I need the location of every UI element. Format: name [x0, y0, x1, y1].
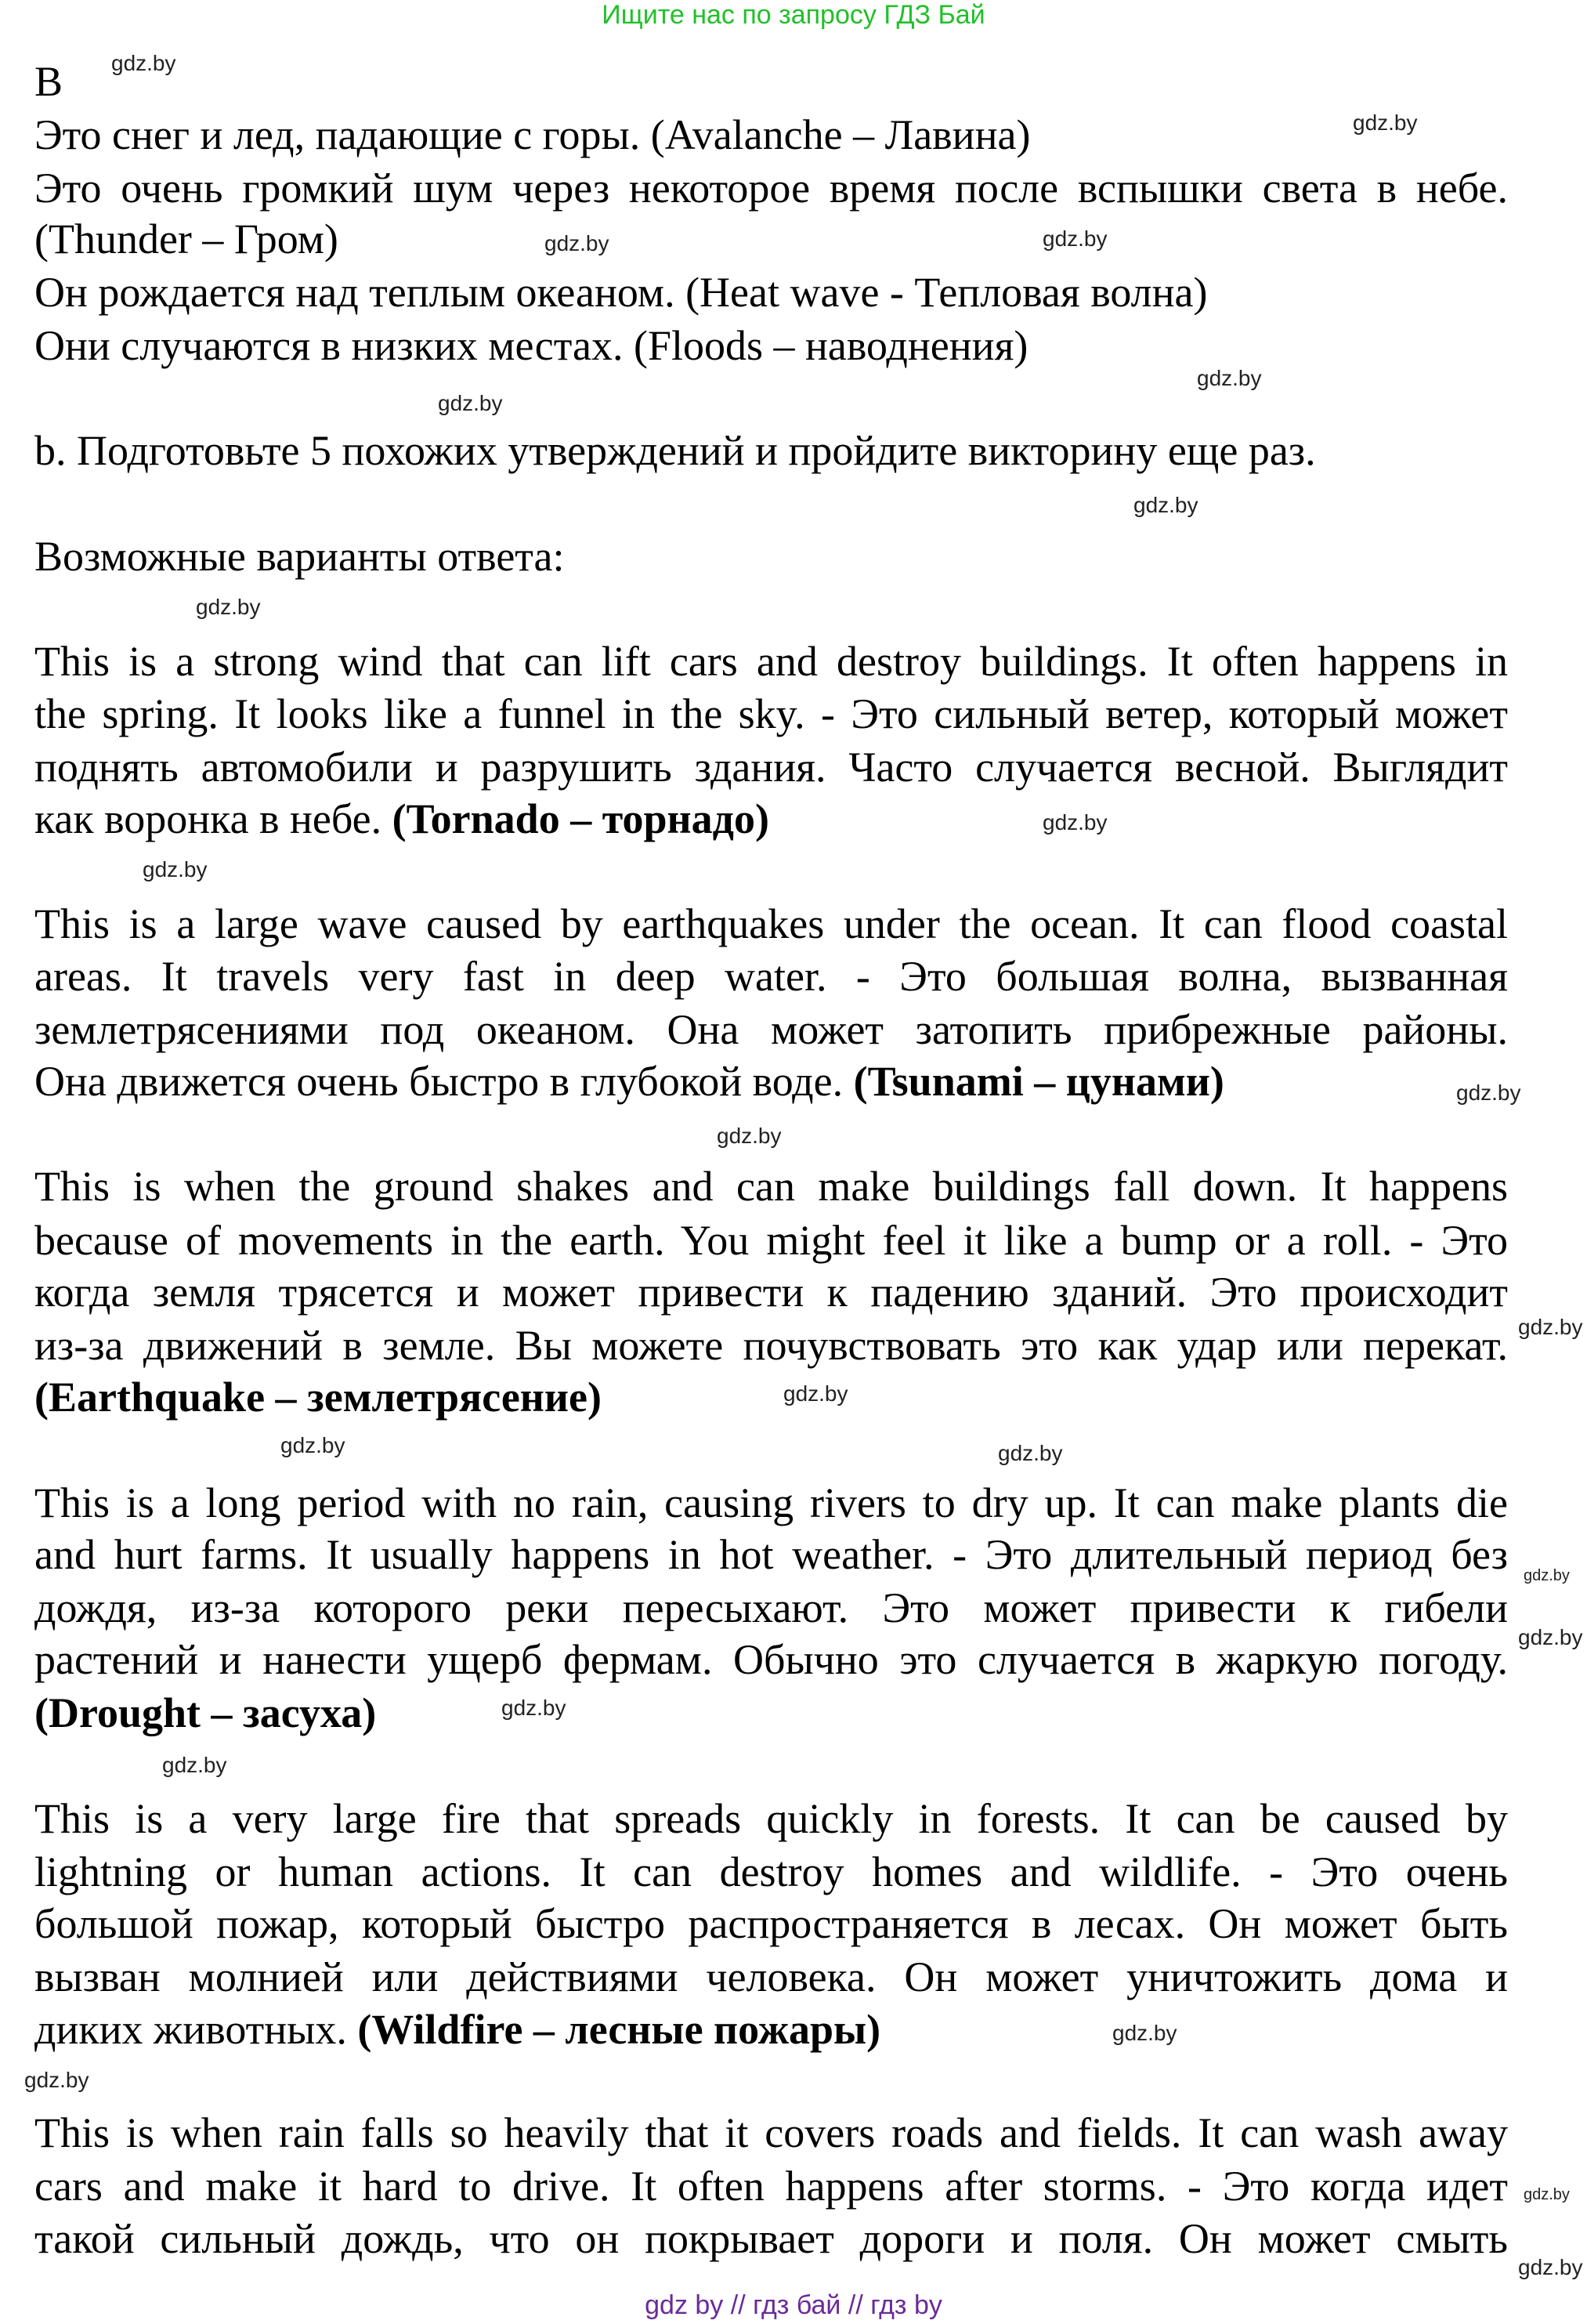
line-text: This is when rain falls so heavily that it covers roads and fields. It can wash away [34, 2109, 1508, 2156]
text-line [34, 1055, 1224, 1108]
watermark: gdz.by [544, 231, 609, 255]
watermark: gdz.by [1043, 226, 1108, 251]
watermark: gdz.by [438, 391, 503, 415]
answer-term: (Earthquake – землетрясение) [34, 1374, 602, 1421]
watermark: gdz.by [1043, 810, 1108, 834]
answers-heading: Возможные варианты ответа: [34, 533, 565, 580]
answer-term: (Tornado – торнадо) [392, 795, 769, 842]
line-text: такой сильный дождь, что он покрывает дороги и поля. Он может смыть [34, 2215, 1508, 2262]
line-text: растений и нанести ущерб фермам. Обычно это случается в жаркую погоду. [34, 1636, 1508, 1683]
watermark: gdz.by [1353, 110, 1418, 135]
text-line [34, 897, 1508, 950]
text-line: Он рождается над теплым океаном. (Heat wave - Тепловая волна) [34, 269, 1208, 316]
text-line [34, 1370, 602, 1424]
text-line [34, 635, 1508, 688]
watermark: gdz.by [783, 1381, 848, 1406]
watermark: gdz.by [1197, 366, 1262, 390]
watermark: gdz.by [111, 51, 176, 75]
text-line [34, 792, 769, 845]
watermark: gdz.by [143, 857, 208, 881]
line-text: дождя, из-за которого реки пересыхают. Это может привести к гибели [34, 1584, 1508, 1631]
text-line: (Thunder – Гром) [34, 215, 338, 262]
text-line: Они случаются в низких местах. (Floods – наводнения) [34, 322, 1028, 369]
line-text: the spring. It looks like a funnel in the sky. - Это сильный ветер, который может [34, 690, 1508, 737]
watermark: gdz.by [1524, 2186, 1570, 2203]
line-text: как воронка в небе. [34, 795, 392, 842]
watermark: gdz.by [1524, 1567, 1570, 1584]
watermark: gdz.by [1518, 2255, 1583, 2279]
line-text: This is a large wave caused by earthquakes under the ocean. It can flood coastal [34, 900, 1508, 947]
watermark: gdz.by [1133, 493, 1198, 517]
answer-term: (Wildfire – лесные пожары) [357, 2006, 881, 2053]
text-line [34, 950, 1508, 1003]
line-text: This is a long period with no rain, causing rivers to dry up. It can make plants die [34, 1479, 1508, 1526]
footer-links[interactable]: gdz by // гдз бай // гдз by [645, 2290, 942, 2320]
line-text: This is a strong wind that can lift cars and destroy buildings. It often happens in [34, 638, 1508, 685]
text-line [34, 2106, 1508, 2159]
text-line [34, 1214, 1508, 1267]
line-text: cars and make it hard to drive. It often happens after storms. - Это когда идет [34, 2163, 1508, 2210]
text-line [34, 1265, 1508, 1319]
line-text: lightning or human actions. It can destroy homes and wildlife. - Это очень [34, 1848, 1508, 1895]
text-line [34, 1686, 376, 1739]
text-line [34, 740, 1508, 794]
line-text: вызван молнией или действиями человека. Он может уничтожить дома и [34, 1953, 1508, 2000]
line-text: землетрясениями под океаном. Она может затопить прибрежные районы. [34, 1006, 1508, 1053]
watermark: gdz.by [1518, 1625, 1583, 1649]
watermark: gdz.by [717, 1124, 782, 1148]
text-line [34, 2159, 1508, 2213]
line-text: This is when the ground shakes and can make buildings fall down. It happens [34, 1163, 1508, 1210]
watermark: gdz.by [280, 1433, 345, 1457]
answer-term: (Drought – засуха) [34, 1689, 377, 1736]
line-text: Она движется очень быстро в глубокой воде. [34, 1058, 854, 1105]
line-text: поднять автомобили и разрушить здания. Часто случается весной. Выглядит [34, 744, 1508, 791]
text-line: Это снег и лед, падающие с горы. (Avalanche – Лавина) [34, 111, 1031, 158]
text-line [34, 687, 1508, 740]
section-label: B [34, 58, 63, 105]
text-line [34, 1633, 1508, 1686]
line-text: большой пожар, который быстро распространяется в лесах. Он может быть [34, 1900, 1508, 1947]
watermark: gdz.by [24, 2068, 89, 2092]
watermark: gdz.by [1112, 2021, 1177, 2045]
text-line [34, 1950, 1508, 2004]
text-line [34, 2003, 880, 2056]
watermark: gdz.by [196, 595, 261, 619]
text-line [34, 1160, 1508, 1213]
line-text: диких животных. [34, 2006, 358, 2053]
line-text: когда земля трясется и может привести к падению зданий. Это происходит [34, 1269, 1508, 1316]
line-text: and hurt farms. It usually happens in hot weather. - Это длительный период без [34, 1531, 1508, 1578]
text-line [34, 1476, 1508, 1529]
text-line: Это очень громкий шум через некоторое время после вспышки света в небе. [34, 165, 1508, 212]
text-line [34, 1003, 1508, 1056]
watermark: gdz.by [501, 1696, 566, 1720]
promo-banner[interactable]: Ищите нас по запросу ГДЗ Бай [602, 0, 985, 30]
line-text: из-за движений в земле. Вы можете почувствовать это как удар или перекат. [34, 1322, 1508, 1369]
text-line [34, 1792, 1508, 1845]
answer-term: (Tsunami – цунами) [853, 1058, 1224, 1105]
watermark: gdz.by [162, 1753, 227, 1777]
line-text: because of movements in the earth. You might feel it like a bump or a roll. - Это [34, 1217, 1508, 1264]
watermark: gdz.by [998, 1441, 1063, 1465]
text-line [34, 2212, 1508, 2265]
watermark: gdz.by [1518, 1315, 1583, 1339]
watermark: gdz.by [1456, 1081, 1521, 1105]
line-text: areas. It travels very fast in deep water. - Это большая волна, вызванная [34, 953, 1508, 1000]
line-text: This is a very large fire that spreads quickly in forests. It can be caused by [34, 1795, 1508, 1842]
text-line [34, 1897, 1508, 1950]
text-line [34, 1528, 1508, 1581]
text-line [34, 1845, 1508, 1899]
text-line [34, 1581, 1508, 1634]
text-line [34, 1319, 1508, 1372]
task-b: b. Подготовьте 5 похожих утверждений и пройдите викторину еще раз. [34, 427, 1316, 474]
